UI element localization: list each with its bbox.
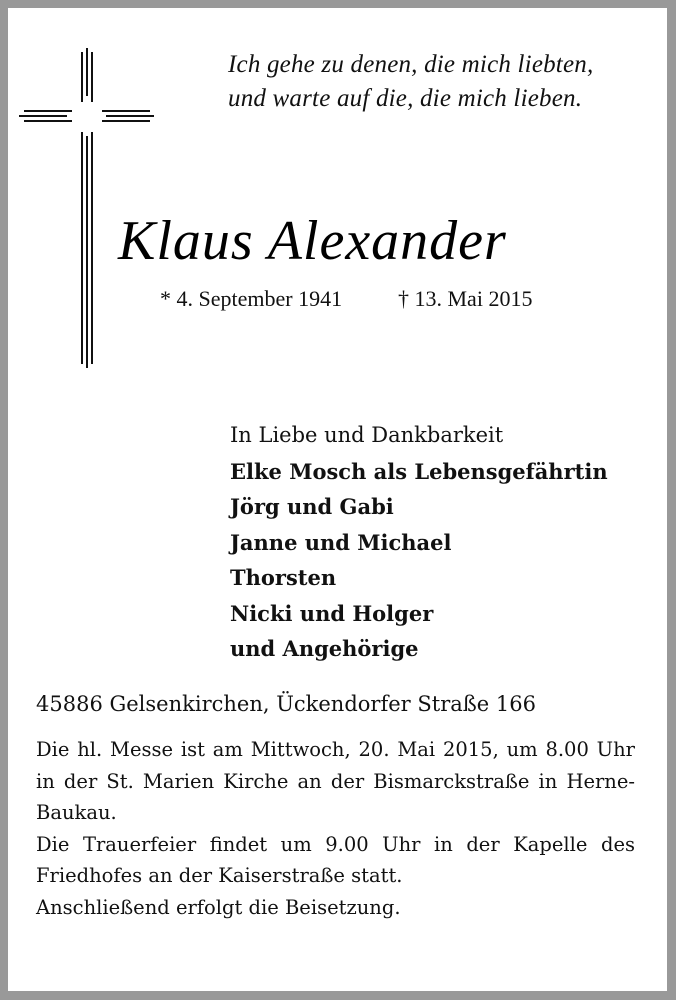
- service-line: Friedhofes an der Kaiserstraße statt.: [36, 864, 403, 887]
- family-address: 45886 Gelsenkirchen, Ückendorfer Straße 166: [36, 692, 536, 716]
- service-line: Anschließend erfolgt die Beisetzung.: [36, 895, 401, 919]
- motto-quote: [228, 48, 593, 116]
- service-line: Baukau.: [36, 801, 117, 824]
- mourners-list: [230, 418, 608, 667]
- mourner-name: Janne und Michael: [230, 529, 452, 555]
- mourners-intro: In Liebe und Dankbarkeit: [230, 423, 504, 447]
- motto-line: und warte auf die, die mich lieben.: [228, 85, 583, 112]
- motto-line: Ich gehe zu denen, die mich liebten,: [228, 51, 594, 78]
- service-info: [36, 734, 635, 923]
- birth-date: * 4. September 1941: [160, 286, 343, 311]
- mourner-name: Nicki und Holger: [230, 600, 434, 626]
- mourner-name: Jörg und Gabi: [230, 494, 394, 519]
- mourner-name: Thorsten: [230, 565, 337, 590]
- service-line: in der St. Marien Kirche an der Bismarckstraße in Herne-: [36, 769, 635, 793]
- deceased-name: Klaus Alexander: [118, 210, 507, 272]
- service-line: Die Trauerfeier findet um 9.00 Uhr in der Kapelle des: [36, 832, 635, 856]
- mourner-name: und Angehörige: [230, 636, 419, 661]
- death-date: † 13. Mai 2015: [398, 286, 533, 311]
- service-line: Die hl. Messe ist am Mittwoch, 20. Mai 2015, um 8.00 Uhr: [36, 738, 635, 761]
- mourner-name: Elke Mosch als Lebensgefährtin: [230, 458, 608, 484]
